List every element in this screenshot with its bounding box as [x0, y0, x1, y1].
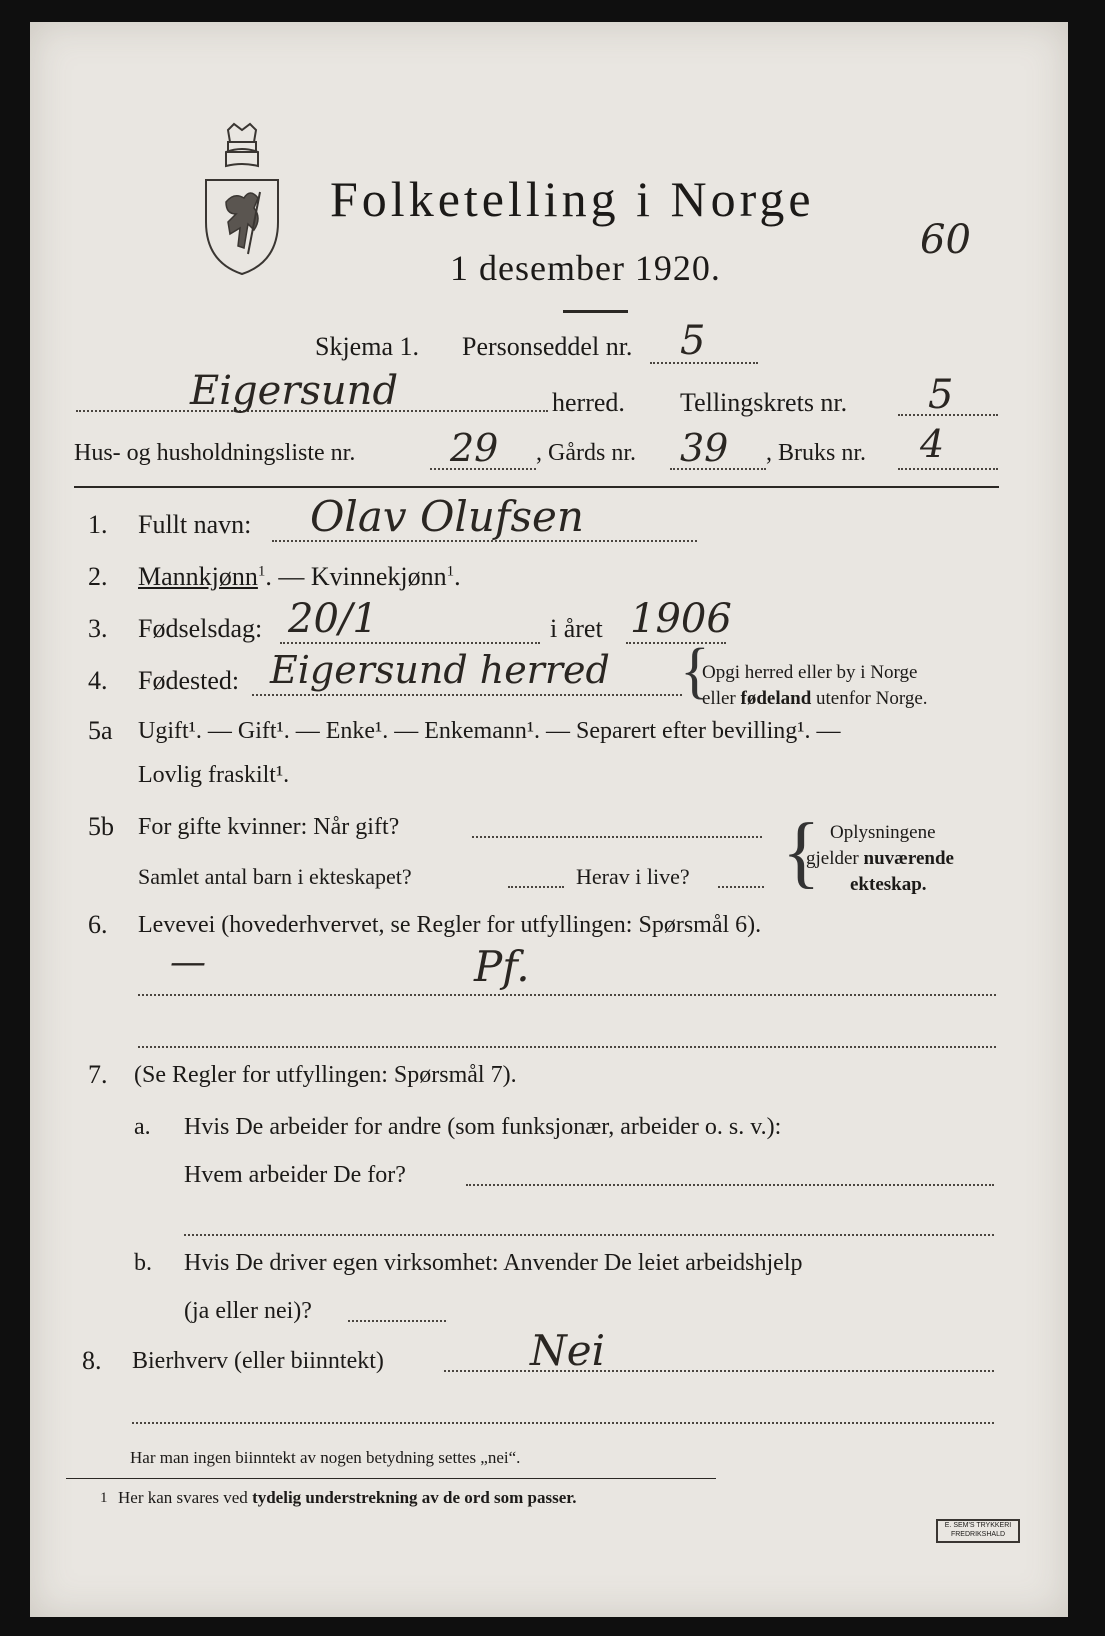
- q4-brace: {: [680, 637, 710, 705]
- q8-label: Bierhverv (eller biinntekt): [132, 1348, 384, 1374]
- q3-year-value: 1906: [630, 596, 732, 642]
- coat-of-arms-icon: [198, 122, 286, 277]
- q8-number: 8.: [82, 1346, 102, 1375]
- q5a-line2: Lovlig fraskilt¹.: [138, 762, 290, 788]
- q7a-letter: a.: [134, 1114, 151, 1140]
- q8-note: Har man ingen biinntekt av nogen betydning settes „nei“.: [130, 1448, 521, 1467]
- q5b-children-line: [508, 886, 564, 888]
- personseddel-label: Personseddel nr.: [462, 332, 633, 361]
- q6-value: Pf.: [474, 942, 530, 991]
- q4-note-line2: eller fødeland utenfor Norge.: [702, 688, 928, 709]
- q1-label: Fullt navn:: [138, 510, 252, 539]
- herred-label: herred.: [552, 388, 625, 417]
- q3-label: Fødselsdag:: [138, 614, 263, 643]
- q5a-line1: Ugift¹. — Gift¹. — Enke¹. — Enkemann¹. — Separert efter bevilling¹. —: [138, 718, 841, 744]
- printer-mark: E. SEM'S TRYKKERI FREDRIKSHALD: [936, 1519, 1020, 1543]
- corner-number: 60: [920, 217, 971, 263]
- q3-line: [280, 642, 540, 644]
- census-form: [30, 22, 1068, 1617]
- q2-female-option: . — Kvinnekjønn: [265, 562, 447, 591]
- q2-options: [138, 562, 461, 592]
- q5b-brace: {: [782, 808, 821, 896]
- q5b-note1: Oplysningene: [830, 822, 936, 843]
- q7b-letter: b.: [134, 1250, 152, 1276]
- footnote-mark: 1: [100, 1490, 108, 1506]
- q3-year-label: i året: [550, 614, 603, 643]
- q2-footnote-2: 1: [446, 563, 455, 580]
- q5b-live-line: [718, 886, 764, 888]
- bruks-value: 4: [920, 422, 945, 466]
- q8-value: Nei: [530, 1326, 606, 1375]
- footnote-text: Her kan svares ved tydelig understrekning av de ord som passer.: [118, 1488, 577, 1507]
- herred-value: Eigersund: [190, 368, 399, 414]
- q1-number: 1.: [88, 510, 108, 539]
- title-divider: [563, 310, 628, 313]
- q7b-line2: (ja eller nei)?: [184, 1298, 312, 1324]
- q7-label: (Se Regler for utfyllingen: Spørsmål 7).: [134, 1062, 517, 1088]
- hus-value: 29: [450, 426, 499, 470]
- q7b-line1: Hvis De driver egen virksomhet: Anvender De leiet arbeidshjelp: [184, 1250, 803, 1276]
- q6-number: 6.: [88, 910, 108, 939]
- q6-dash: —: [170, 942, 206, 983]
- q6-label: Levevei (hovederhvervet, se Regler for utfyllingen: Spørsmål 6).: [138, 912, 762, 938]
- q7b-line: [348, 1320, 446, 1322]
- q4-value: Eigersund herred: [270, 648, 610, 692]
- gards-label: , Gårds nr.: [536, 440, 636, 466]
- q2-footnote-1: 1: [257, 563, 266, 580]
- q5b-line1: For gifte kvinner: Når gift?: [138, 814, 400, 840]
- q7a-line: [466, 1184, 994, 1186]
- q3-year-line: [626, 642, 726, 644]
- form-date: 1 desember 1920.: [450, 248, 721, 288]
- q4-number: 4.: [88, 666, 108, 695]
- tellingskrets-value: 5: [928, 372, 954, 418]
- q4-label: Fødested:: [138, 666, 240, 695]
- q4-note-line1: Opgi herred eller by i Norge: [702, 662, 918, 683]
- q8-line2: [132, 1422, 994, 1424]
- personseddel-value: 5: [680, 318, 706, 364]
- q6-line2: [138, 1046, 996, 1048]
- q1-value: Olav Olufsen: [310, 492, 584, 541]
- q7a-line1: Hvis De arbeider for andre (som funksjonær, arbeider o. s. v.):: [184, 1114, 782, 1140]
- q3-number: 3.: [88, 614, 108, 643]
- q7-number: 7.: [88, 1060, 108, 1089]
- hus-label: Hus- og husholdningsliste nr.: [74, 440, 356, 466]
- skjema-label: Skjema 1.: [315, 332, 419, 361]
- q2-male-option: Mannkjønn: [138, 562, 258, 591]
- gards-value: 39: [680, 426, 729, 470]
- bruks-line: [898, 468, 998, 470]
- q5a-number: 5a: [88, 716, 113, 745]
- q5b-number: 5b: [88, 812, 114, 841]
- tellingskrets-label: Tellingskrets nr.: [680, 388, 848, 417]
- q5b-married-line: [472, 836, 762, 838]
- q7a-line2-dots: [184, 1234, 994, 1236]
- bruks-label: , Bruks nr.: [766, 440, 867, 466]
- q2-number: 2.: [88, 562, 108, 591]
- header-divider: [74, 486, 999, 488]
- footnote-divider: [66, 1478, 716, 1479]
- q7a-line2: Hvem arbeider De for?: [184, 1162, 406, 1188]
- q5b-live-label: Herav i live?: [576, 864, 690, 889]
- q2-end: .: [454, 562, 461, 591]
- q3-value: 20/1: [288, 596, 378, 642]
- q5b-note2: gjelder nuværende: [806, 848, 954, 869]
- q5b-note3: ekteskap.: [850, 874, 927, 895]
- q4-line: [252, 694, 682, 696]
- q6-line1: [138, 994, 996, 996]
- q8-line: [444, 1370, 994, 1372]
- form-title: Folketelling i Norge: [330, 171, 815, 227]
- q5b-line2: Samlet antal barn i ekteskapet?: [138, 864, 412, 889]
